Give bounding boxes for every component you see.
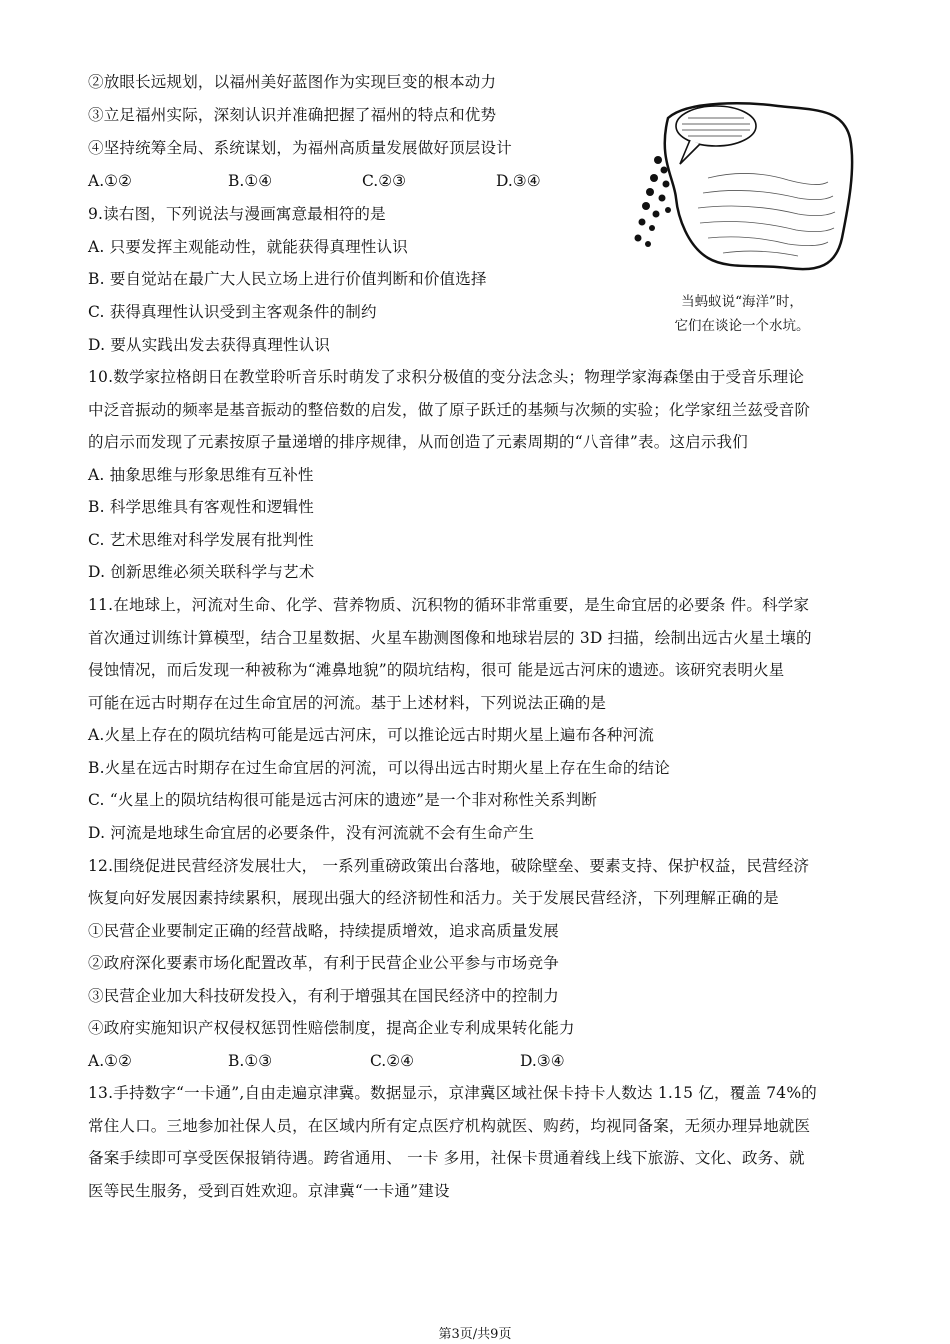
q9-option-b: B. 要自觉站在最广大人民立场上进行价值判断和价值选择 <box>88 270 487 288</box>
q9-stem: 9.读右图，下列说法与漫画寓意最相符的是 <box>88 205 386 223</box>
q11-option-b: B.火星在远古时期存在过生命宜居的河流，可以得出远古时期火星上存在生命的结论 <box>88 759 670 777</box>
q12-item-3: ③民营企业加大科技研发投入，有利于增强其在国民经济中的控制力 <box>88 987 560 1005</box>
q10-option-a: A. 抽象思维与形象思维有互补性 <box>88 466 314 484</box>
page-number: 第3页/共9页 <box>438 1327 512 1342</box>
q11-option-c: C. “火星上的陨坑结构很可能是远古河床的遗迹”是一个非对称性关系判断 <box>88 791 598 809</box>
q12-stem-1: 12.围绕促进民营经济发展壮大， 一系列重磅政策出台落地，破除壁垒、要素支持、保护权益，民营经济 <box>88 857 810 875</box>
q10-stem-3: 的启示而发现了元素按原子量递增的排序规律，从而创造了元素周期的“八音律”表。这启示我们 <box>88 433 748 451</box>
q8-option-d: D.③④ <box>496 172 541 190</box>
q8-option-a: A.①② <box>88 172 132 190</box>
q11-stem-3: 侵蚀情况，而后发现一种被称为“滩鼻地貌”的陨坑结构，很可 能是远古河床的遗迹。该研究表明火星 <box>88 661 785 679</box>
q11-option-d: D. 河流是地球生命宜居的必要条件，没有河流就不会有生命产生 <box>88 824 535 842</box>
q12-option-a: A.①② <box>88 1052 132 1070</box>
q10-option-d: D. 创新思维必须关联科学与艺术 <box>88 563 315 581</box>
puddle-texture <box>698 173 835 256</box>
cartoon-caption-1: 当蚂蚁说“海洋”时， <box>681 294 803 310</box>
q13-stem-4: 医等民生服务，受到百姓欢迎。京津冀“一卡通”建设 <box>88 1182 450 1200</box>
q13-stem-1: 13.手持数字“一卡通”,自由走遍京津冀。数据显示，京津冀区域社保卡持卡人数达 1.15 亿，覆盖 74%的 <box>88 1084 817 1102</box>
q12-option-b: B.①③ <box>228 1052 273 1070</box>
q12-option-d: D.③④ <box>520 1052 565 1070</box>
q12-item-4: ④政府实施知识产权侵权惩罚性赔偿制度，提高企业专利成果转化能力 <box>88 1019 575 1037</box>
q8-item-3: ③立足福州实际，深刻认识并准确把握了福州的特点和优势 <box>88 106 497 124</box>
q11-option-a: A.火星上存在的陨坑结构可能是远古河床，可以推论远古时期火星上遍布各种河流 <box>88 726 655 744</box>
speech-bubble <box>676 106 756 164</box>
cartoon-caption-2: 它们在谈论一个水坑。 <box>674 318 810 334</box>
q8-item-2: ②放眼长远规划，以福州美好蓝图作为实现巨变的根本动力 <box>88 73 497 91</box>
q12-option-c: C.②④ <box>370 1052 415 1070</box>
q12-item-1: ①民营企业要制定正确的经营战略，持续提质增效，追求高质量发展 <box>88 922 560 940</box>
q11-stem-2: 首次通过训练计算模型，结合卫星数据、火星车勘测图像和地球岩层的 3D 扫描，绘制出远古火星土壤的 <box>88 629 812 647</box>
q12-stem-2: 恢复向好发展因素持续累积，展现出强大的经济韧性和活力。关于发展民营经济，下列理解正确的是 <box>88 889 779 907</box>
q10-stem-1: 10.数学家拉格朗日在教堂聆听音乐时萌发了求积分极值的变分法念头；物理学家海森堡由于受音乐理论 <box>88 368 805 386</box>
q8-options <box>88 171 541 191</box>
q13-stem-3: 备案手续即可享受医保报销待遇。跨省通用、 一卡 多用，社保卡贯通着线上线下旅游、文化、政务、就 <box>88 1149 805 1167</box>
q11-stem-1: 11.在地球上，河流对生命、化学、营养物质、沉积物的循环非常重要，是生命宜居的必要条 件。科学家 <box>88 596 810 614</box>
q12-options <box>88 1051 565 1071</box>
q9-option-d: D. 要从实践出发去获得真理性认识 <box>88 336 331 354</box>
q9-option-c: C. 获得真理性认识受到主客观条件的制约 <box>88 303 377 321</box>
q11-stem-4: 可能在远古时期存在过生命宜居的河流。基于上述材料，下列说法正确的是 <box>88 694 607 712</box>
q8-item-4: ④坚持统筹全局、系统谋划，为福州高质量发展做好顶层设计 <box>88 139 512 157</box>
ants-icon <box>635 156 672 247</box>
q12-item-2: ②政府深化要素市场化配置改革，有利于民营企业公平参与市场竞争 <box>88 954 560 972</box>
ant-puddle-cartoon <box>628 98 856 274</box>
q9-option-a: A. 只要发挥主观能动性，就能获得真理性认识 <box>88 238 408 256</box>
q8-option-b: B.①④ <box>228 172 273 190</box>
q13-stem-2: 常住人口。三地参加社保人员，在区域内所有定点医疗机构就医、购药，均视同备案，无须办理异地就医 <box>88 1117 811 1135</box>
q10-option-b: B. 科学思维具有客观性和逻辑性 <box>88 498 314 516</box>
q10-option-c: C. 艺术思维对科学发展有批判性 <box>88 531 314 549</box>
q10-stem-2: 中泛音振动的频率是基音振动的整倍数的启发，做了原子跃迁的基频与次频的实验；化学家纽兰兹受音阶 <box>88 401 811 419</box>
q8-option-c: C.②③ <box>362 172 407 190</box>
